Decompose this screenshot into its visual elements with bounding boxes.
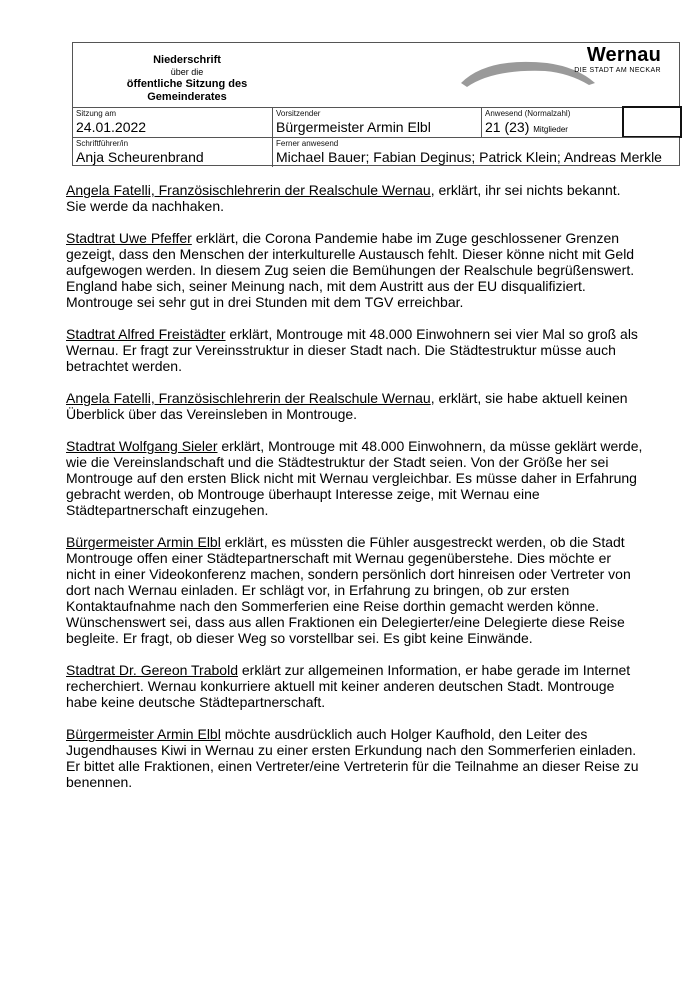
chair-label: Vorsitzender <box>276 109 321 118</box>
minutes-paragraph <box>66 438 644 518</box>
minutes-paragraph <box>66 726 644 790</box>
minutes-paragraph <box>66 182 644 214</box>
title-line: Niederschrift <box>153 54 221 66</box>
statement-text: erklärt, es müssten die Fühler ausgestreckt werden, ob die Stadt Montrouge offen einer Städtepartnerschaft mit Wernau gegenüberstehe. Dies möchte er nicht in einer Videokonferenz machen, sondern persönlich dort hinreisen oder Vertreter von dort nach Wernau einladen. Er schlägt vor, in Erfahrung zu bringen, ob zur ersten Kontaktaufnahme nach den Sommerferien eine Reise dorthin gemacht werden könne. Wünschenswert sei, dass aus allen Fraktionen ein Delegierter/eine Delegierte diese Reise begleite. Er fragt, ob dieser Weg so vorstellbar sei. Es gibt keine Einwände. <box>66 534 631 646</box>
document-title <box>73 43 301 107</box>
title-line: öffentliche Sitzung des <box>126 78 248 90</box>
statement-text: erklärt, Montrouge mit 48.000 Einwohnern, da müsse geklärt werde, wie die Vereinslandschaft und die Städtestruktur der Stadt seien. Von der Größe her sei Montrouge auf den ersten Blick nicht mit Wernau vergleichbar. Es müsse daher in Erfahrung gebracht werden, ob Montrouge überhaupt Interesse zeige, mit Wernau eine Städtepartnerschaft einzugehen. <box>66 438 643 518</box>
chair-cell <box>272 108 481 138</box>
speaker-name: Stadtrat Dr. Gereon Trabold <box>66 662 238 678</box>
statement-text: erklärt, die Corona Pandemie habe im Zuge geschlossener Grenzen gezeigt, dass den Menschen der interkulturelle Austausch fehlt. Dieser könne nicht mit Geld aufgewogen werden. In diesem Zug seien die Bemühungen der Realschule begrüßenswert. England habe sich, seiner Meinung nach, mit dem Austritt aus der EU disqualifiziert. Montrouge sei sehr gut in drei Stunden mit dem TGV erreichbar. <box>66 230 635 310</box>
minutes-paragraph <box>66 534 644 646</box>
title-line: Gemeinderates <box>147 91 227 103</box>
session-label: Sitzung am <box>76 109 117 118</box>
recorder-cell <box>73 138 272 167</box>
attendees-cell <box>272 138 681 167</box>
minutes-body <box>66 182 644 806</box>
recorder-label: Schriftführer/in <box>76 139 129 148</box>
logo-name: Wernau <box>586 44 661 66</box>
statement-text: möchte ausdrücklich auch Holger Kaufhold, den Leiter des Jugendhauses Kiwi in Wernau zu einer ersten Erkundung nach den Sommerferien einladen. Er bittet alle Fraktionen, einen Vertreter/eine Vertreterin für die Teilnahme an dieser Reise zu benennen. <box>66 726 639 790</box>
present-unit: Mitglieder <box>533 125 568 134</box>
speaker-name: Stadtrat Wolfgang Sieler <box>66 438 218 454</box>
present-value: 21 (23) <box>485 119 530 135</box>
speaker-name: Stadtrat Uwe Pfeffer <box>66 230 192 246</box>
session-date: 24.01.2022 <box>76 119 147 135</box>
session-cell <box>73 108 272 138</box>
minutes-paragraph <box>66 390 644 422</box>
speaker-name: Angela Fatelli, Französischlehrerin der Realschule Wernau <box>66 182 431 198</box>
recorder-name: Anja Scheurenbrand <box>76 149 204 165</box>
blank-box <box>622 106 682 138</box>
logo-claim: DIE STADT AM NECKAR <box>574 67 661 74</box>
minutes-header <box>72 42 680 166</box>
minutes-paragraph <box>66 326 644 374</box>
speaker-name: Angela Fatelli, Französischlehrerin der Realschule Wernau <box>66 390 431 406</box>
speaker-name: Stadtrat Alfred Freistädter <box>66 326 226 342</box>
statement-text: erklärt, Montrouge mit 48.000 Einwohnern sei vier Mal so groß als Wernau. Er fragt zur Vereinsstruktur in dieser Stadt nach. Die Städtestruktur müsse auch betrachtet werden. <box>66 326 638 374</box>
statement-text: , erklärt, ihr sei nichts bekannt. Sie werde da nachhaken. <box>66 182 621 214</box>
statement-text: , erklärt, sie habe aktuell keinen Überblick über das Vereinsleben in Montrouge. <box>66 390 628 422</box>
present-cell <box>481 108 681 138</box>
title-line: über die <box>170 67 204 77</box>
speaker-name: Bürgermeister Armin Elbl <box>66 726 221 742</box>
minutes-paragraph <box>66 230 644 310</box>
minutes-paragraph <box>66 662 644 710</box>
statement-text: erklärt zur allgemeinen Information, er habe gerade im Internet recherchiert. Wernau konkurriere aktuell mit keiner anderen deutschen Stadt. Montrouge habe keine deutsche Städtepartnerschaft. <box>66 662 631 710</box>
speaker-name: Bürgermeister Armin Elbl <box>66 534 221 550</box>
header-row-session <box>73 107 679 138</box>
chair-name: Bürgermeister Armin Elbl <box>276 119 431 135</box>
header-row-recorder <box>73 137 679 167</box>
wernau-logo <box>457 43 681 107</box>
present-label: Anwesend (Normalzahl) <box>485 109 571 118</box>
attendees-names: Michael Bauer; Fabian Deginus; Patrick Klein; Andreas Merkle <box>276 149 662 165</box>
attendees-label: Ferner anwesend <box>276 139 339 148</box>
